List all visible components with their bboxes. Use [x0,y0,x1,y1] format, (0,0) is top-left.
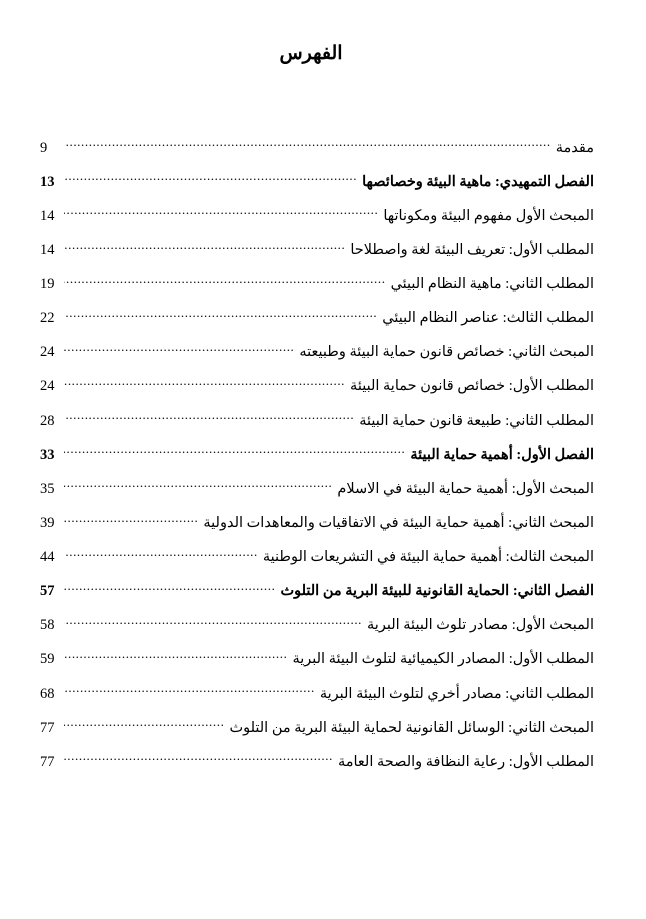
toc-entry-page-number: 77 [40,753,55,770]
toc-entry-label: المطلب الأول: خصائص قانون حماية البيئة [350,378,594,395]
toc-entry-label: المطلب الأول: رعاية النظافة والصحة العامة [337,753,594,770]
toc-entry-page-number: 77 [40,719,55,736]
toc-entry-page-number: 39 [40,514,55,531]
toc-entry-label: المبحث الثاني: أهمية حماية البيئة في الاتفاقيات والمعاهدات الدولية [203,514,594,531]
toc-leader-dots [64,410,354,425]
toc-entry-page-number: 44 [40,549,55,565]
toc-entry-label: المبحث الأول مفهوم البيئة ومكوناتها [383,207,594,224]
toc-entry[interactable] [40,751,594,771]
toc-entry[interactable] [40,683,594,703]
toc-entry-page-number: 9 [40,139,48,156]
toc-entry[interactable] [40,512,594,532]
toc-entry[interactable] [40,342,594,362]
toc-entry[interactable] [40,615,594,635]
toc-leader-dots [64,171,357,186]
toc-entry-label: المبحث الأول: مصادر تلوث البيئة البرية [367,617,594,634]
toc-leader-dots [64,239,345,254]
toc-leader-dots [64,308,377,323]
toc-entry[interactable] [40,410,594,430]
toc-leader-dots [64,444,405,459]
toc-entry-label: الفصل الأول: أهمية حماية البيئة [410,446,594,463]
toc-entry-page-number: 14 [40,241,55,258]
toc-entry-page-number: 14 [40,207,55,224]
toc-entry-page-number: 22 [40,310,55,327]
toc-entry-page-number: 58 [40,617,55,634]
toc-entry-page-number: 68 [40,685,55,702]
toc-entry[interactable] [40,239,594,259]
toc-entry[interactable] [40,717,594,737]
toc-entry-label: المبحث الثاني: الوسائل القانونية لحماية البيئة البرية من التلوث [229,719,594,736]
toc-entry-label: الفصل الثاني: الحماية القانونية للبيئة البرية من التلوث [280,583,594,600]
toc-entry[interactable] [40,376,594,396]
page-title: الفهرس [279,43,343,64]
toc-entry[interactable] [40,547,594,567]
toc-entry-label: المبحث الأول: أهمية حماية البيئة في الاسلام [337,480,594,497]
toc-entry[interactable] [40,171,594,191]
toc-entry-label: المطلب الأول: تعريف البيئة لغة واصطلاحا [350,241,594,258]
toc-entry-page-number: 35 [40,480,55,497]
toc-entry[interactable] [40,205,594,225]
toc-entry-page-number: 24 [40,344,55,361]
toc-leader-dots [64,137,551,152]
toc-entry-label: المطلب الثاني: طبيعة قانون حماية البيئة [359,412,594,429]
toc-entry-page-number: 24 [40,378,55,395]
toc-entry-label: المطلب الأول: المصادر الكيميائية لتلوث البيئة البرية [292,651,594,668]
toc-leader-dots [64,717,224,732]
toc-entry[interactable] [40,444,594,464]
toc-entry-page-number: 19 [40,276,55,292]
toc-entry-label: المبحث الثالث: أهمية حماية البيئة في التشريعات الوطنية [262,549,594,565]
toc-entry-page-number: 13 [40,173,55,190]
toc-entry-page-number: 28 [40,412,55,429]
table-of-contents [40,137,594,771]
toc-entry-label: المبحث الثاني: خصائص قانون حماية البيئة وطبيعته [299,344,594,361]
toc-leader-dots [64,547,258,562]
toc-leader-dots [64,649,287,664]
toc-entry-label: المطلب الثاني: مصادر أخري لتلوث البيئة البرية [319,685,594,702]
toc-leader-dots [64,581,275,596]
toc-leader-dots [64,478,332,493]
toc-leader-dots [64,376,345,391]
toc-leader-dots [64,751,333,766]
toc-entry-page-number: 59 [40,651,55,668]
toc-entry[interactable] [40,478,594,498]
toc-leader-dots [64,274,386,289]
toc-entry-label: المطلب الثاني: ماهية النظام البيئي [390,276,594,292]
toc-entry[interactable] [40,649,594,669]
toc-entry[interactable] [40,308,594,328]
toc-entry-page-number: 33 [40,446,55,463]
toc-leader-dots [64,512,198,527]
toc-leader-dots [64,342,294,357]
toc-entry-label: المطلب الثالث: عناصر النظام البيئي [382,310,594,327]
toc-entry[interactable] [40,137,594,157]
toc-leader-dots [64,205,378,220]
toc-entry-label: مقدمة [555,139,594,156]
toc-entry[interactable] [40,274,594,294]
toc-entry-page-number: 57 [40,583,55,600]
toc-leader-dots [64,683,315,698]
toc-entry[interactable] [40,581,594,601]
toc-entry-label: الفصل التمهيدي: ماهية البيئة وخصائصها [362,173,594,190]
toc-leader-dots [64,615,362,630]
